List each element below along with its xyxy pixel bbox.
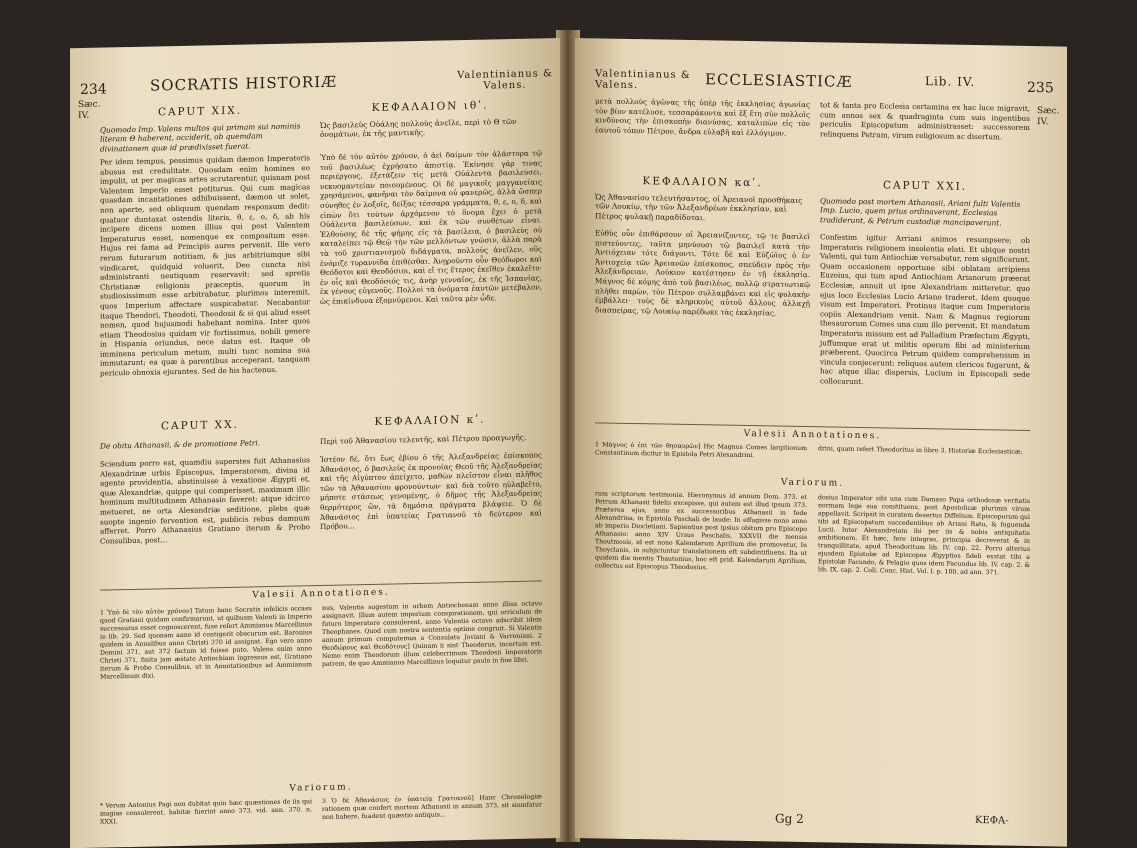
chapter-20-latin-end: tot & tanta pro Ecclesia certamina ex hac luce migravit, cum annos sex & quadraginta cum suis ingentibus periculis Episcopatum administrasset: successorem relinquens Petrum, virum religiosum ac disertum. [820, 100, 1030, 142]
chapter-19-summary-latin: Quomodo Imp. Valens multos qui primam sui nominis literam Θ haberent, occiderit, ob quemdam divinationem quæ id prædixisset fuerat. [100, 121, 301, 154]
chapter-21-greek-text: Εὐθὺς οὖν ἐπιθάρσουν οἱ Ἀρειανίζοντες, τῷ τε βασιλεῖ πιστεύοντες, ταῦτα μηνύουσι τῷ βασιλεῖ κατὰ τὴν Ἀντιόχειαν τότε διάγοντι. Τότε δὲ καὶ Εὐζώϊος ὁ ἐν Ἀντιοχείᾳ τῶν Ἀρειανῶν ἐπίσκοπος, σπεύδειν πρὸς τὴν Ἀλεξάνδρειαν, Λούκιον κατέστησεν ἐν τῇ ἐκκλησίᾳ. Μάγνος δὲ κόμης ἀπὸ τοῦ βασιλέως, πολλῷ στρατιωτικῷ πλήθει παρὼν, τὸν Πέτρον συλλαμβάνει καὶ εἰς φυλακὴν ἐμβάλλει· τοὺς δὲ κληρικοὺς αὐτοῦ ἄλλους ἀλλαχῇ διασπείρας, τῷ Λουκίῳ παρέδωκε τὰς ἐκκλησίας. [595, 228, 810, 318]
left-page [70, 38, 560, 848]
signature-mark: Gg 2 [775, 811, 804, 826]
right-running-head-book: Lib. IV. [925, 74, 976, 89]
right-page-number: 235 [1027, 79, 1054, 97]
right-margin-note: Sæc. IV. [1037, 106, 1060, 128]
right-running-head: ECCLESIASTICÆ [705, 70, 853, 91]
chapter-20-summary-greek: Περὶ τοῦ Ἀθανασίου τελευτῆς, καὶ Πέτρου προαγωγῆς. [320, 432, 527, 447]
chapter-21-summary-greek: Ὡς Ἀθανασίου τελευτήσαντος, οἱ Ἀρειανοὶ προσθήκαις τῶν Λουκίῳ, τὴν τῶν Ἀλεξανδρέων ἐκκλησίαν, καὶ Πέτρος φυλακῇ παραδίδοται. [595, 192, 803, 223]
left-margin-note: Sæc. IV. [78, 99, 101, 122]
chapter-19-summary-greek: Ὡς βασιλεὺς Οὐάλης πολλοὺς ἀνεῖλε, περὶ τὸ Θ τῶν ὀνομάτων, ἐκ τῆς μαντικῆς. [320, 116, 517, 140]
chapter-20-greek-end: μετὰ πολλοὺς ἀγῶνας τῆς ὑπὲρ τῆς ἐκκλησίας ἀγωνίας τὸν βίον κατέλυσε, τεσσαράκοντα καὶ ἓξ ἔτη σὺν πολλοῖς κινδύνοις τὴν ἐπισκοπὴν διανύσας, καταλιπὼν εἰς τὸν ἑαυτοῦ τόπον Πέτρον, ἄνδρα εὐλαβῆ καὶ ἐλλόγιμον. [595, 96, 810, 138]
left-notes-col1: 1 Ὑπὸ δὲ τὸν αὐτὸν χρόνον] Tatum hanc Socratis infelicis occasu quod Gratiani quidam confirmarunt, ut quibusm Valenti in Imperio successurus esset cognoscerent, fuse refert Ammianus Marcellinus in lib. 29. Sed quonam anno id contigerit obscurum est. Baronius quidem in Annalibus anno Christi 370 id assignat. Ego vero anno Domini 371, aut 372 factum id fuisse puto. Valens enim anno Christi 371, finita jam æstate Antiochiam ingressus est, Gratiano iterum & Probo Consulibus, ut in Annotationibus ad Ammianum Marcellinum dixi. [100, 605, 312, 681]
chapter-19-latin: CAPUT XIX. [157, 104, 243, 119]
left-variorum-col2: 3 Ὁ δὲ Ἀθανάσιος ἐν ὑπατείᾳ Γρατιανοῦ] Hanc Chronologiæ rationem quæ confert mortem Athanasii in annum 373, sit sinmfatur non habere, fuadent quæstio antiquis... [322, 793, 542, 821]
left-notes-heading: Valesii Annotationes. [252, 587, 390, 601]
left-variorum-heading: Variorum. [289, 782, 353, 794]
left-variorum-col1: * Verum Antonius Pagi non dubitat quin hæc quæstiones de iis qui magias consulerent, habitæ fuerint anno 373. vid. ann. 370. n. XXXI. [100, 798, 312, 826]
chapter-19-greek: ΚΕΦΑΛΑΙΟΝ ιθʹ. [371, 99, 489, 114]
chapter-20-summary-latin: De obitu Athanasii, & de promotione Petri. [100, 438, 261, 451]
right-notes-col2: drini, quam refert Theodoritus in libro 3. Historiæ Ecclesiasticæ. [818, 445, 1023, 456]
right-running-head-left: Valentinianus & Valens. [595, 68, 691, 92]
right-page [575, 38, 1067, 847]
right-notes-heading: Valesii Annotationes. [743, 428, 882, 442]
left-page-number: 234 [80, 81, 107, 99]
left-running-head-right: Valentinianus & Valens. [457, 68, 553, 92]
chapter-19-greek-text: Ὑπὸ δὲ τὸν αὐτὸν χρόνον, ὁ ἀεὶ δαίμων τὸν ἀλάστορα τῷ τοῦ βασιλέως ἐχρήσατο ἀπιστίᾳ. Ἐκίνησε γάρ τινας περιέργους, ἐξετάζειν τίς μετὰ Οὐάλεντα βασιλεύσει, νεκυομαντείαν ποιουμένους. Οἱ δὲ μαγικοῖς μαγγανείαις χρησάμενοι, φανῆναι τὸν δαίμονα οὐ φανερῶς, ἀλλὰ ὥσπερ σύνηθες ἐν λοξοῖς, δείξας τέσσαρα γράμματα, θ, ε, ο, δ, καὶ εἰπὼν ὅτι τούτων ἀρχόμενον τὸ ὄνομα ἔχει ὁ μετὰ Οὐάλεντα βασιλεύσων, καὶ ἐκ τῶν συνθέτων εἶναι. Ἐλθούσης δὲ τῆς φήμης εἰς τὰ βασίλεια, ὁ βασιλεὺς οὐ καταλείπει τῷ Θεῷ τὴν τῶν μελλόντων γνῶσιν, ἀλλὰ παρὰ τὰ τοῦ χριστιανισμοῦ διδάγματα, πολλοὺς ἀνεῖλεν, οὓς ἐνόμιζε τυραννίδα ἐπιθέσθαι. Ἀνῃροῦντο οὖν Θεόδωροι καὶ Θεόδοτοι καὶ Θεοδόσιοι, καὶ εἴ τις ἕτερος ἐκεῖθεν ἐκαλεῖτο· ἐν οἷς καὶ Θεοδόσιός τις, ἀνὴρ γενναῖος, ἐκ τῆς Ἰσπανίας, ἐκ γένους εὐγενοῦς. Πολλοὶ τὰ ὀνόματα ἑαυτῶν μετέβαλον, ὡς ἐπικίνδυνα ἐξομνύμενοι. Καὶ ταῦτα μὲν ὧδε. [320, 148, 542, 306]
right-variorum-col1: rum scriptorum testimonia. Hieronymus id annum Dom. 373. et Petrum Athanasii fidelis excepisse, qui autem est illud ipsum 373. Præterea ejus, anno ex successoribus Athanasii in fede Alexandrina, in Epistola Paschali de laude: In effugisse nono anno ab imperio Diocletiani. Sapientius post ipsius obitum pro Episcopo Athanasio: anno XIV Ursus Paschalis. XXXVII die mensis Thoutmosis, id est nono Kalendarum Aprilium die promovetur, In Thoyclanis, in subjiciuntur translationem eft subdintifluens. Ita ut quidem die mentis Thautonius, hoc eft prid. Kalendarum Aprilium, collectus est Episcopus Theodosius. [595, 490, 807, 572]
chapter-20-latin-text: Sciendum porro est, quamdiu superstes fuit Athanasius Alexandrinæ urbis Episcopus, Imperatorem, divina id agente providentia, abstinuisse à vexatione Ægypti et, quæ Alexandriæ, quippe qui comperisset, maximam illic hominum multitudinem Athanasio faveret: atque idcirco metueret, ne orta Alexandriæ seditione, plebs quæ suopte ingenio fervention est, publicis rebus damnum afferret. Porro Athanasius Gratiano iterum & Probo Consulibus, post... [100, 455, 310, 546]
chapter-20-latin: CAPUT XX. [161, 418, 239, 433]
chapter-21-latin: CAPUT XXI. [882, 179, 968, 193]
chapter-20-greek: ΚΕΦΑΛΑΙΟΝ κʹ. [374, 413, 486, 428]
left-notes-col2: nus, Valentis sugestum in urbem Antiochenam anno illius octavo assignavit. Illum autem imperium conspirationem, qui orriculum de futuro Imperatore consulerent, anno Valentis octavo adscribit idem Theophanes. Quod cum nostra sententia optime congruit. Si Valentis annum primum computemus a Consulatu Joviani & Varroniani. 2 Θεοδώρους καὶ Θεοδότους] Quinam ii sint Theodorus, incertum est. Nemo enim Theodorum illum celeberrimum Theodosii Imperatoris patrem, de quo Ammianus Marcellinus loquitur paulo in fine libri. [322, 600, 542, 668]
chapter-21-latin-text: Confestim igitur Arriani animos resumpsere; ob Imperatoris religionem insolentia elati. Et ubique nostri Valenti, qui tum Antiochiæ versabatur, rem significarunt. Quam occasionem opportune sibi oblatam arripiens Euzoius, qui tum apud Antiochiam Arianorum præerat Ecclesiæ, annuit ut ipse Alexandriam mitteretur, quo ejus loco Ecclesias Lucio Ariano traderet. Idem quoque visum est Imperatori. Protinus itaque cum Imperatoris copiis Alexandriam venit. Nam & Magnus regiorum thesaurorum Comes una cum illo pervenit. Et mandatum Imperatoris missum est ad Palladium Præfectum Ægypti, juffumque erat ut militis operam fibi ad ministerium præberent. Quocirca Petrum quidem comprehensum in vincula conjecerunt: reliquos autem clericos fugarunt, & hac atque illac dispersis, Lucium in Episcopali sede collocarunt. [820, 232, 1030, 386]
right-variorum-col2: dosius Imperator sibi una cum Damaso Papa orthodoxæ veritatis normam lege sua constituens, post Apostolicæ plurimis virum appellavit. Scripsit in curatem desertus Diffelium. Episcoporum qui tibi ad Episcopatum succedentibus ab Ariani Ratu, & fuguenda Lucii. Inter Alexandreiam ibi per iis & nobis antiquitatis ambitionem. Et hæc, fere integras, principia decreverat & in tranquillitate, apud Theodoritum lib. IV. cap. 22. Porro alterius ejusdem Epistolæ ad Episcopos Ægyptios fideli exstat tibi a Epistolæ Facundo, & Pelagio quos idem Facundus lib. IV. cap. 2. & lib. IX. cap. 2. Coll. Conc. Hist. Vol. I. p. 100. ad ann. 371. [818, 494, 1031, 577]
chapter-20-greek-text: Ἰστέον δὲ, ὅτι ἕως ἐβίου ὁ τῆς Ἀλεξανδρείας ἐπίσκοπος Ἀθανάσιος, ὁ βασιλεὺς ἐκ προνοίας Θεοῦ τῆς Ἀλεξανδρείας καὶ τῆς Αἰγύπτου ἀπείχετο, μαθὼν πλεῖστον εἶναι πλῆθος τῶν τὰ Ἀθανασίου φρονούντων· καὶ διὰ τοῦτο ηὐλαβεῖτο, μήποτε στάσεως γενομένης, ὁ δῆμος τῆς Ἀλεξανδρείας θερμότερος ὢν, τὰ δημόσια πράγματα βλάψειε. Ὁ δὲ Ἀθανάσιος ἐπὶ ὑπατείας Γρατιανοῦ τὸ δεύτερον καὶ Πρόβου... [320, 450, 542, 532]
left-running-head: SOCRATIS HISTORIÆ [150, 72, 338, 95]
chapter-21-greek: ΚΕΦΑΛΑΙΟΝ καʹ. [642, 175, 763, 190]
chapter-21-summary-latin: Quomodo post mortem Athanasii, Ariani fulti Valentis Imp. Lucio, quem prius ordinaverant, Ecclesias tradiderunt, & Petrum custodiæ mancipaverunt. [820, 196, 1021, 228]
catchword: ΚΕΦΑ- [975, 814, 1009, 827]
right-variorum-heading: Variorum. [780, 477, 845, 489]
right-notes-col1: 1 Μάγνος ὁ ἐπὶ τῶν θησαυρῶν] Hic Magnus Comes largitionum Constantinum dicitur in Epistola Petri Alexandrini. [595, 441, 807, 460]
chapter-19-latin-text: Per idem tempus, pessimus quidam dæmon Imperatoris abusus est credulitate. Quosdam enim homines eo impulit, ut per magicas artes scrutarentur, quisnam post Valentem Imperio esset potiturus. Qui cum magicas quasdam incantationes adhibuissent, dæmon ut solet, non aperte, sed obliquum quendam responsum dedit: quatuor duntaxat ostendis literis, θ, ε, ο, δ, ab his incipere dicens nomen illius qui post Valentem Imperaturus esset, nomenque ex compositum esse. Hujus rei fama ad Principis aures pervenit. Ille vero rerum futurarum notitiam, & jus arbitriumque sibi vindicaret, quidquid voluerit, Deo cuncta nisi administranti neutiquam reservavit: sed spretis Christianæ religionis præceptis, quorum in studiosissimum esse arbitrabatur, plurimos interemit, quos Imperium affectare suspicabatur. Necabantur itaque Theodori, Theodoti, Theodosii & si qui aliud esset nomen, quod hujusmodi habebant nomina. Inter quos etiam Theodosius quidam vir fortissimus, nobili genere in Hispania oriundus, nece datus est. Itaque ob imminens periculum metum, multi tunc nomina sua immutarunt; ea quæ à parentibus acceperant, tanquam periculo obnoxia ejurantes. Sed de his hactenus. [100, 153, 310, 378]
